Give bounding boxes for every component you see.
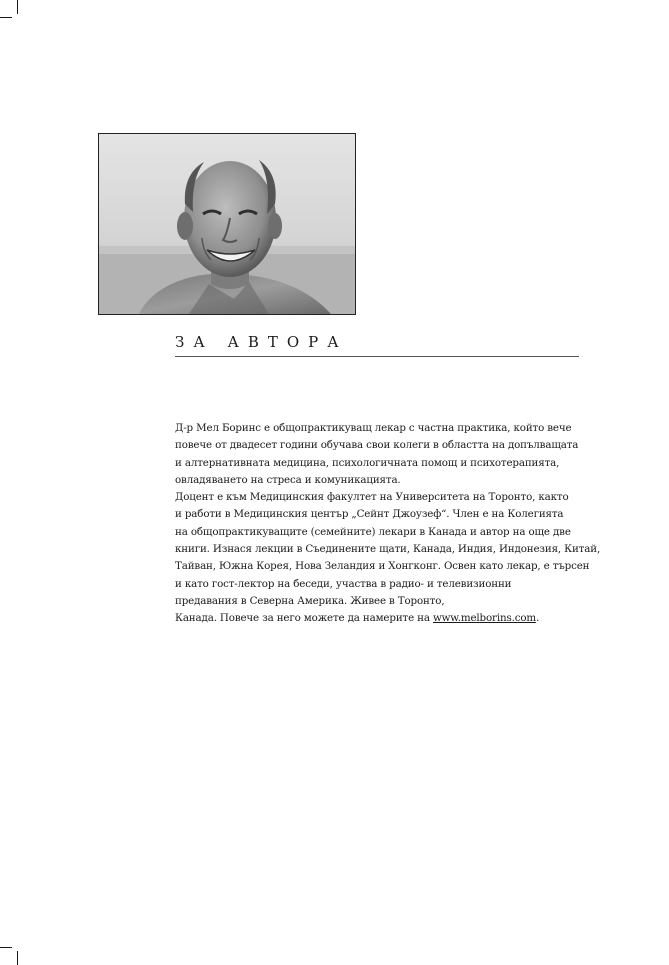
bio-line: на общопрактикуващите (семейните) лекари в Канада и автор на още две: [175, 525, 571, 538]
crop-mark-top-vertical: [17, 0, 18, 14]
bio-line: предавания в Северна Америка. Живее в Торонто,: [175, 594, 445, 607]
bio-line: Д-р Мел Боринс е общопрактикуващ лекар с частна практика, който вече: [175, 422, 572, 434]
crop-mark-bottom-vertical: [17, 951, 18, 965]
bio-line: и работи в Медицинския център „Сейнт Джоузеф“. Член е на Колегията: [175, 508, 564, 521]
bio-line: Тайван, Южна Корея, Нова Зеландия и Хонгконг. Освен като лекар, е търсен: [175, 560, 590, 573]
bio-line: и алтернативната медицина, психологичната помощ и психотерапията,: [175, 456, 560, 469]
author-photo: [98, 133, 356, 315]
author-portrait-photo: [99, 134, 355, 314]
section-heading: ЗА АВТОРА: [175, 333, 348, 351]
bio-last-line: [175, 610, 580, 627]
crop-mark-bottom-horizontal: [0, 947, 12, 948]
website-link[interactable]: www.melborins.com: [432, 612, 536, 625]
bio-line: Доцент е към Медицинския факултет на Университета на Торонто, както: [175, 491, 569, 504]
bio-line: овладяването на стреса и комуникацията.: [175, 473, 401, 486]
crop-mark-top-horizontal: [0, 17, 12, 18]
bio-line: книги. Изнася лекции в Съединените щати, Канада, Индия, Индонезия, Китай,: [175, 543, 601, 556]
bio-last-line-suffix: .: [536, 612, 540, 625]
heading-divider: [175, 356, 579, 357]
author-bio: [175, 420, 601, 628]
bio-line: и като гост-лектор на беседи, участва в радио- и телевизионни: [175, 577, 512, 590]
bio-last-line-prefix: Канада. Повече за него можете да намерите на: [175, 612, 433, 625]
bio-line: повече от двадесет години обучава свои колеги в областта на допълващата: [175, 439, 579, 452]
